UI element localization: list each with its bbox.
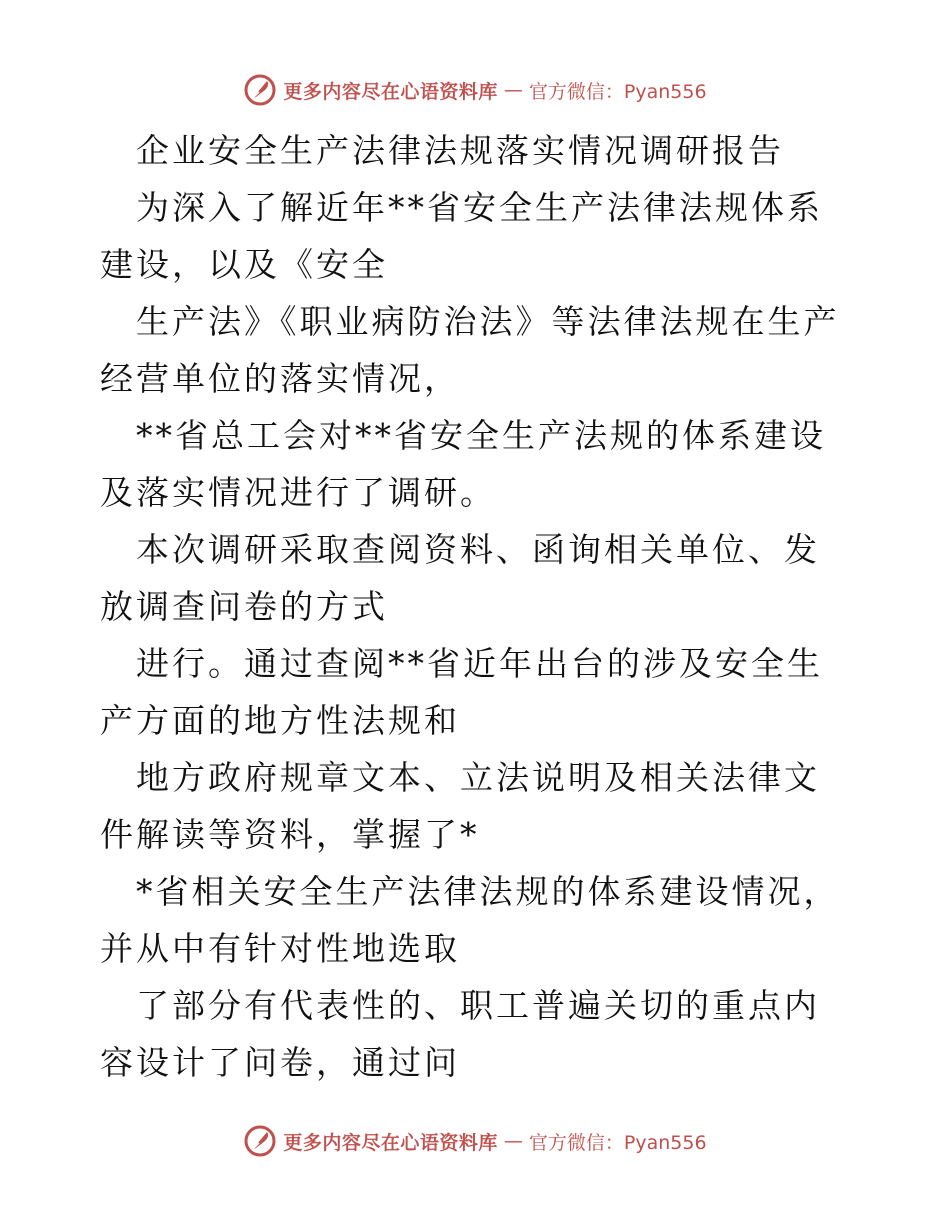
paragraph-line: *省相关安全生产法律法规的体系建设情况，并从中有针对性地选取 xyxy=(100,872,840,968)
paragraph-line: 地方政府规章文本、立法说明及相关法律文件解读等资料，掌握了* xyxy=(100,758,820,854)
paragraph-line: 了部分有代表性的、职工普遍关切的重点内容设计了问卷，通过问 xyxy=(100,986,820,1082)
document-title: 企业安全生产法律法规落实情况调研报告 xyxy=(136,131,784,170)
watermark-main-text: 更多内容尽在心语资料库 xyxy=(283,80,498,103)
paragraph-line: **省总工会对**省安全生产法规的体系建设及落实情况进行了调研。 xyxy=(100,416,826,512)
paragraph-line: 为深入了解近年**省安全生产法律法规体系建设，以及《安全 xyxy=(100,188,823,284)
document-body xyxy=(100,122,852,1091)
watermark-separator: — xyxy=(503,79,523,101)
quill-logo-icon xyxy=(243,73,277,107)
footer-watermark xyxy=(0,1121,950,1161)
paragraph-line: 生产法》《职业病防治法》等法律法规在生产经营单位的落实情况， xyxy=(100,302,840,398)
paragraph-line: 进行。通过查阅**省近年出台的涉及安全生产方面的地方性法规和 xyxy=(100,644,823,740)
watermark-wechat-text: 官方微信：Pyan556 xyxy=(528,80,707,103)
quill-logo-icon xyxy=(243,1124,277,1158)
header-watermark xyxy=(0,70,950,110)
watermark-wechat-text: 官方微信：Pyan556 xyxy=(528,1131,707,1154)
watermark-separator: — xyxy=(503,1130,523,1152)
watermark-main-text: 更多内容尽在心语资料库 xyxy=(283,1131,498,1154)
paragraph-line: 本次调研采取查阅资料、函询相关单位、发放调查问卷的方式 xyxy=(100,530,820,626)
